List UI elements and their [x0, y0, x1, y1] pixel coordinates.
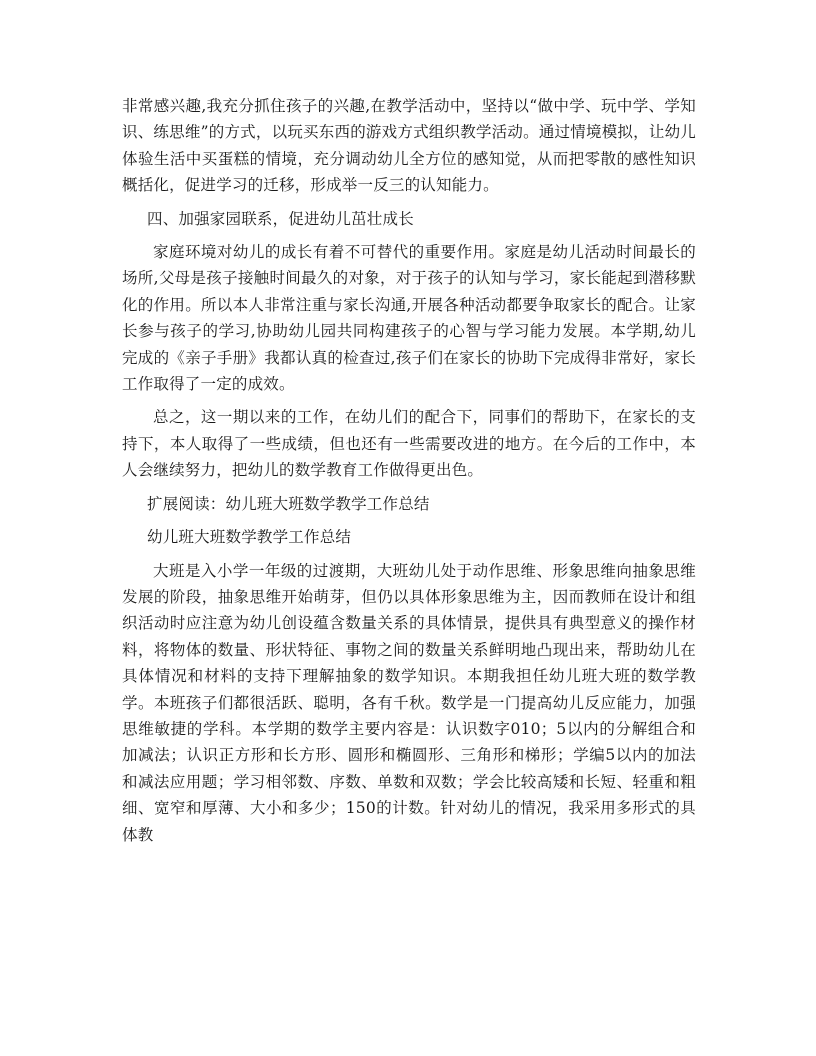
paragraph-math-summary: 大班是入小学一年级的过渡期，大班幼儿处于动作思维、形象思维向抽象思维发展的阶段，抽象思维开始萌芽，但仍以具体形象思维为主，因而教师在设计和组织活动时应注意为幼儿创设蕴含数量关系的具体情景，提供具有典型意义的操作材料，将物体的数量、形状特征、事物之间的数量关系鲜明地凸现出来，帮助幼儿在具体情况和材料的支持下理解抽象的数学知识。本期我担任幼儿班大班的数学教学。本班孩子们都很活跃、聪明，各有千秋。数学是一门提高幼儿反应能力，加强思维敏捷的学科。本学期的数学主要内容是：认识数字010；5以内的分解组合和加减法；认识正方形和长方形、圆形和椭圆形、三角形和梯形；学编5以内的加法和减法应用题；学习相邻数、序数、单数和双数；学会比较高矮和长短、轻重和粗细、宽窄和厚薄、大小和多少；150的计数。针对幼儿的情况，我采用多形式的具体教 [122, 561, 696, 844]
paragraph-continuation: 非常感兴趣,我充分抓住孩子的兴趣,在教学活动中，坚持以“做中学、玩中学、学知识、练思维”的方式，以玩买东西的游戏方式组织教学活动。通过情境模拟，让幼儿体验生活中买蛋糕的情境，充分调动幼儿全方位的感知觉，从而把零散的感性知识概括化，促进学习的迁移，形成举一反三的认知能力。 [122, 97, 696, 195]
section-heading-four: 四、加强家园联系，促进幼儿茁壮成长 [147, 209, 414, 228]
document-body [122, 93, 696, 848]
article-title: 幼儿班大班数学教学工作总结 [147, 528, 352, 547]
paragraph-family-school: 家庭环境对幼儿的成长有着不可替代的重要作用。家庭是幼儿活动时间最长的场所,父母是孩子接触时间最久的对象，对于孩子的认知与学习，家长能起到潜移默化的作用。所以本人非常注重与家长沟通,开展各种活动都要争取家长的配合。让家长参与孩子的学习,协助幼儿园共同构建孩子的心智与学习能力发展。本学期,幼儿完成的《亲子手册》我都认真的检查过,孩子们在家长的协助下完成得非常好，家长工作取得了一定的成效。 [122, 243, 696, 394]
paragraph-conclusion: 总之，这一期以来的工作，在幼儿们的配合下，同事们的帮助下，在家长的支持下，本人取得了一些成绩，但也还有一些需要改进的地方。在今后的工作中，本人会继续努力，把幼儿的数学教育工作做得更出色。 [122, 408, 696, 480]
extended-reading-label: 扩展阅读：幼儿班大班数学教学工作总结 [147, 494, 430, 513]
